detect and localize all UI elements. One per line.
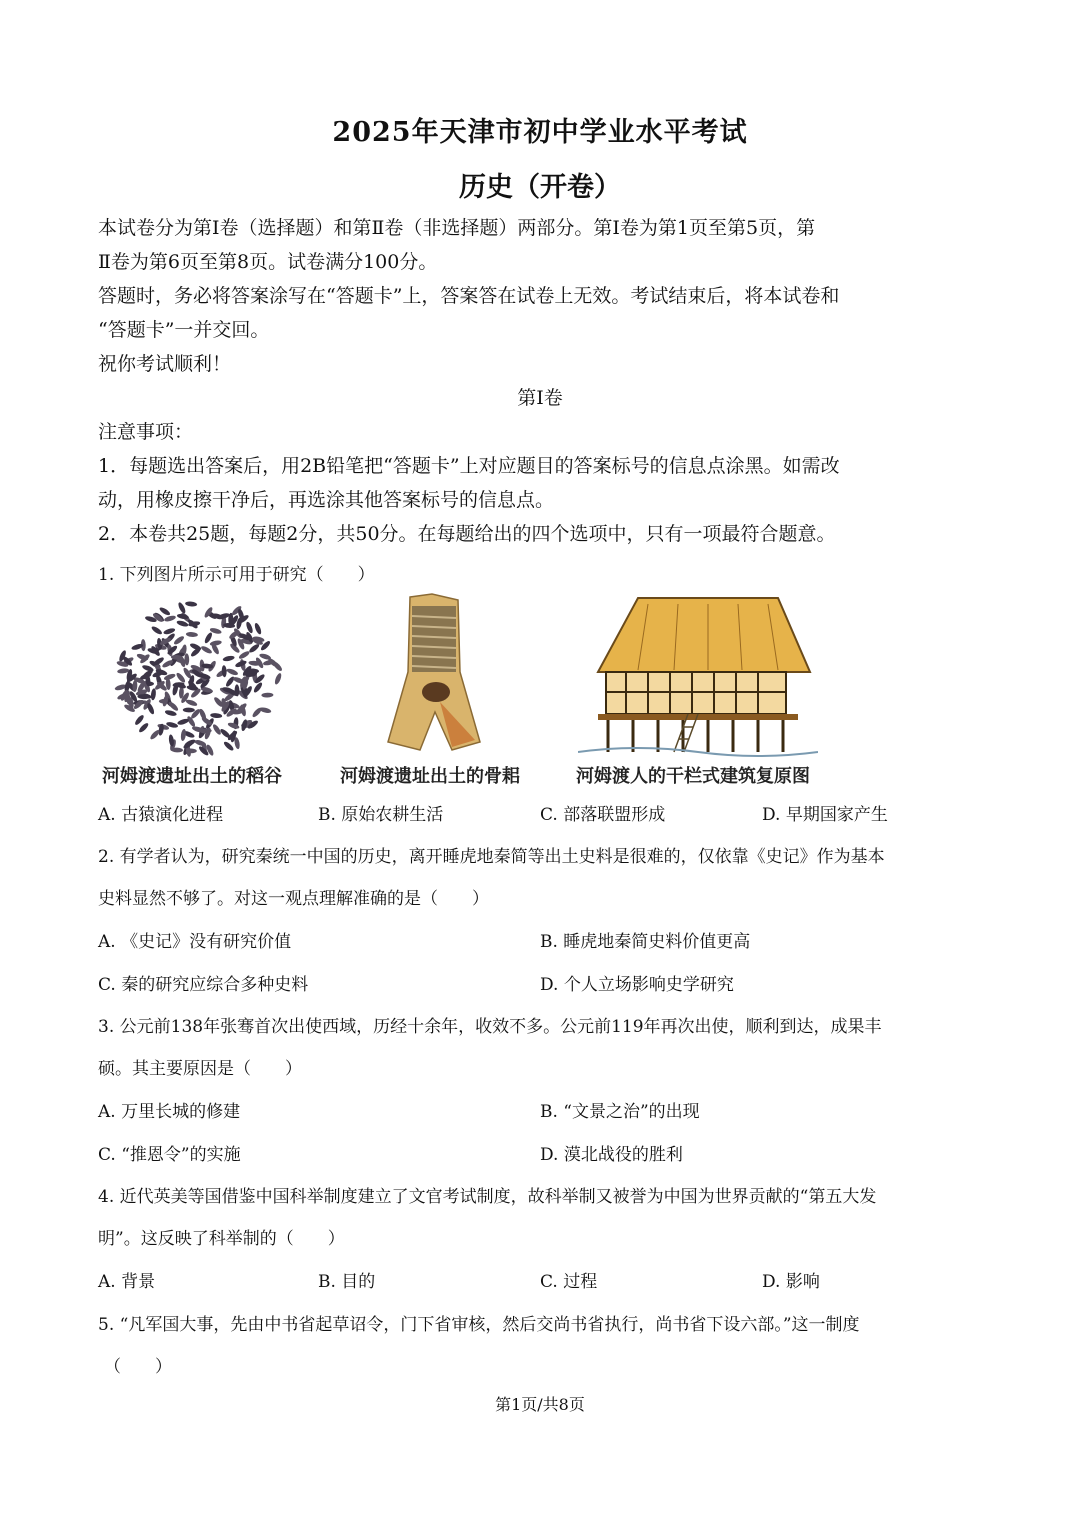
q3-option-c: C. “推恩令”的实施 xyxy=(98,1145,241,1165)
note-1-line-1: 1．每题选出答案后，用2B铅笔把“答题卡”上对应题目的答案标号的信息点涂黑。如需改 xyxy=(98,455,840,477)
q4-option-a: A. 背景 xyxy=(98,1272,156,1292)
q4-stem-line-2: 明”。这反映了科举制的（ ） xyxy=(98,1229,345,1249)
q2-option-a: A. 《史记》没有研究价值 xyxy=(98,932,292,952)
q4-stem-line-1: 4. 近代英美等国借鉴中国科举制度建立了文官考试制度，故科举制又被誉为中国为世界贡献的“第五大发 xyxy=(98,1187,877,1207)
q5-stem-line-2: （ ） xyxy=(104,1357,172,1377)
q1-option-b: B. 原始农耕生活 xyxy=(318,805,444,825)
q3-option-a: A. 万里长城的修建 xyxy=(98,1102,241,1122)
stilt-house-image xyxy=(578,592,818,764)
q5-stem-line-1: 5. “凡军国大事，先由中书省起草诏令，门下省审核，然后交尚书省执行，尚书省下设六部。”这一制度 xyxy=(98,1315,860,1335)
q3-option-d: D. 漠北战役的胜利 xyxy=(540,1145,683,1165)
q4-option-b: B. 目的 xyxy=(318,1272,376,1292)
q1-option-a: A. 古猿演化进程 xyxy=(98,805,224,825)
intro-line-4: “答题卡”一并交回。 xyxy=(98,319,270,341)
q1-stem: 1. 下列图片所示可用于研究（ ） xyxy=(98,565,375,585)
q2-stem-line-2: 史料显然不够了。对这一观点理解准确的是（ ） xyxy=(98,889,489,909)
exam-subtitle: 历史（开卷） xyxy=(459,172,621,203)
intro-line-5: 祝你考试顺利！ xyxy=(98,353,232,375)
q3-stem-line-2: 硕。其主要原因是（ ） xyxy=(98,1059,302,1079)
q3-stem-line-1: 3. 公元前138年张骞首次出使西域，历经十余年，收效不多。公元前119年再次出使，顺利到达，成果丰 xyxy=(98,1017,882,1037)
q2-option-c: C. 秦的研究应综合多种史料 xyxy=(98,975,309,995)
intro-line-2: Ⅱ卷为第6页至第8页。试卷满分100分。 xyxy=(98,251,438,273)
q4-option-d: D. 影响 xyxy=(762,1272,820,1292)
rice-grains-image xyxy=(104,592,294,762)
note-1-line-2: 动，用橡皮擦干净后，再选涂其他答案标号的信息点。 xyxy=(98,489,555,511)
note-2: 2．本卷共25题，每题2分，共50分。在每题给出的四个选项中，只有一项最符合题意。 xyxy=(98,523,836,545)
q1-option-c: C. 部落联盟形成 xyxy=(540,805,666,825)
q3-option-b: B. “文景之治”的出现 xyxy=(540,1102,700,1122)
q4-option-c: C. 过程 xyxy=(540,1272,598,1292)
bone-spade-image xyxy=(380,592,490,762)
q1-option-d: D. 早期国家产生 xyxy=(762,805,888,825)
caption-rice: 河姆渡遗址出土的稻谷 xyxy=(102,766,282,787)
caption-bone-spade: 河姆渡遗址出土的骨耜 xyxy=(340,766,520,787)
q2-option-d: D. 个人立场影响史学研究 xyxy=(540,975,734,995)
q2-stem-line-1: 2. 有学者认为，研究秦统一中国的历史，离开睡虎地秦简等出土史料是很难的，仅依靠《史记》作为基本 xyxy=(98,847,885,867)
exam-title: 2025年天津市初中学业水平考试 xyxy=(332,117,748,148)
intro-line-1: 本试卷分为第Ⅰ卷（选择题）和第Ⅱ卷（非选择题）两部分。第Ⅰ卷为第1页至第5页，第 xyxy=(98,217,816,239)
section-heading: 第Ⅰ卷 xyxy=(517,387,563,409)
notice-label: 注意事项： xyxy=(98,421,194,443)
page-number: 第1页/共8页 xyxy=(495,1395,585,1414)
q2-option-b: B. 睡虎地秦简史料价值更高 xyxy=(540,932,751,952)
caption-stilt-house: 河姆渡人的干栏式建筑复原图 xyxy=(576,766,810,787)
intro-line-3: 答题时，务必将答案涂写在“答题卡”上，答案答在试卷上无效。考试结束后，将本试卷和 xyxy=(98,285,840,307)
